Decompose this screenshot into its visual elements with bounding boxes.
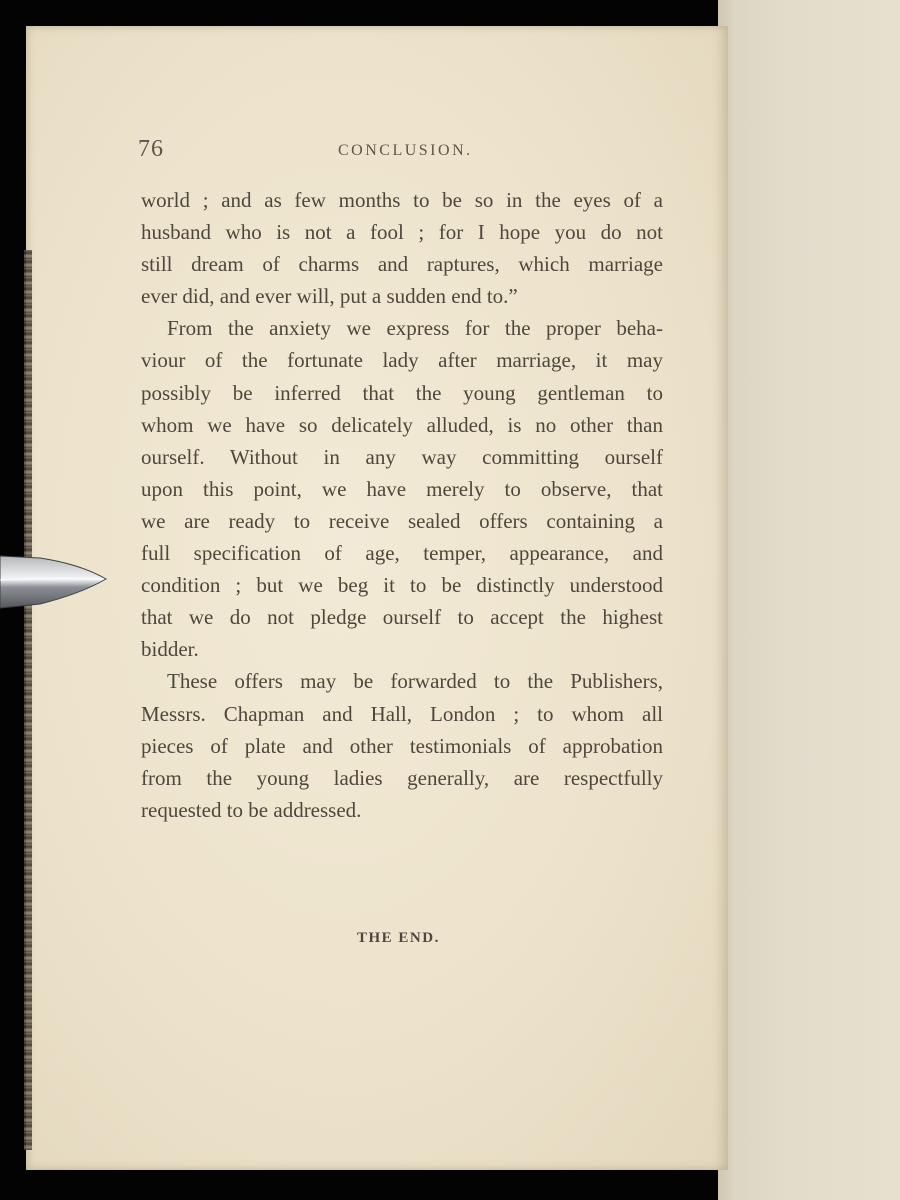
text-line: requested to be addressed.	[141, 797, 362, 822]
text-line: world ; and as few months to be so in the eyes of a	[141, 188, 663, 212]
text-line: Messrs. Chapman and Hall, London ; to whom all	[141, 701, 663, 726]
the-end: THE END.	[357, 930, 440, 946]
text-line: husband who is not a fool ; for I hope you do not	[141, 220, 663, 245]
text-line: possibly be inferred that the young gentleman to	[141, 380, 663, 405]
body-text	[141, 184, 663, 826]
text-line: ever did, and ever will, put a sudden end to.”	[141, 284, 518, 309]
page-edges	[24, 250, 32, 1150]
text-line: pieces of plate and other testimonials of approbation	[141, 733, 663, 758]
text-line: condition ; but we beg it to be distinctly understood	[141, 573, 663, 598]
running-head: CONCLUSION.	[338, 142, 473, 159]
bookmark-blade-icon	[0, 546, 108, 616]
text-line: full specification of age, temper, appearance, and	[141, 541, 663, 566]
page-number: 76	[138, 136, 164, 162]
page-header	[138, 136, 668, 166]
text-line: upon this point, we have merely to observe, that	[141, 476, 663, 501]
text-line: whom we have so delicately alluded, is no other than	[141, 412, 663, 437]
text-line: ourself. Without in any way committing ourself	[141, 444, 663, 469]
text-line: bidder.	[141, 637, 199, 662]
text-line: that we do not pledge ourself to accept the highest	[141, 605, 663, 630]
paragraph-2	[141, 312, 663, 665]
facing-page	[718, 0, 900, 1200]
text-line: These offers may be forwarded to the Publishers,	[167, 669, 663, 694]
text-line: we are ready to receive sealed offers containing a	[141, 508, 663, 533]
text-line: viour of the fortunate lady after marriage, it may	[141, 348, 663, 373]
text-line: From the anxiety we express for the proper beha-	[167, 316, 663, 341]
paragraph-1	[141, 184, 663, 312]
text-line: from the young ladies generally, are respectfully	[141, 765, 663, 790]
paragraph-3	[141, 665, 663, 825]
text-line: still dream of charms and raptures, which marriage	[141, 252, 663, 277]
